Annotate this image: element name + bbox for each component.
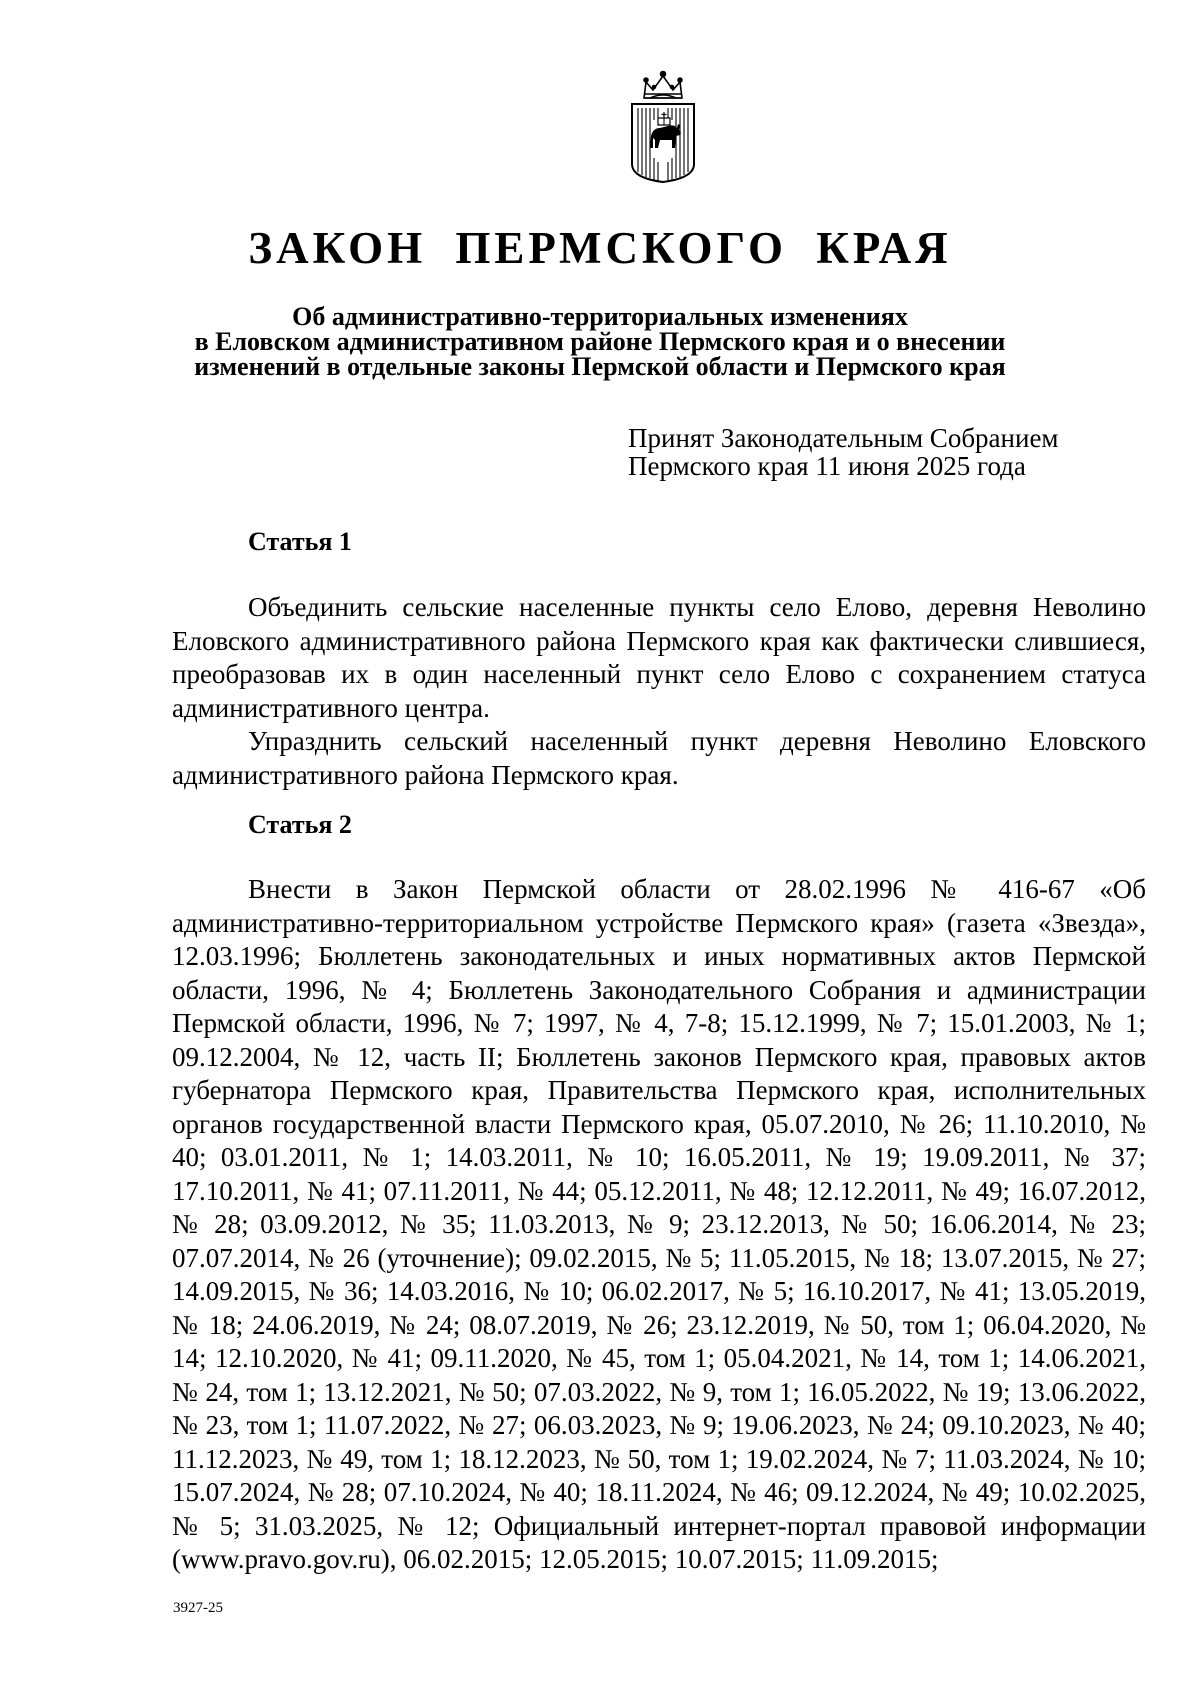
law-subtitle-line: изменений в отдельные законы Пермской области и Пермского края — [194, 352, 1006, 381]
law-subtitle-line: Об административно-территориальных изменениях — [292, 302, 908, 331]
law-subtitle-line: в Еловском административном районе Пермского края и о внесении — [194, 327, 1006, 356]
law-title: ЗАКОН ПЕРМСКОГО КРАЯ — [248, 223, 952, 273]
adoption-line: Пермского края 11 июня 2025 года — [628, 451, 1026, 481]
adoption-line: Принят Законодательным Собранием — [628, 423, 1059, 453]
article-2-paragraph: Внести в Закон Пермской области от 28.02.1996 № 416-67 «Об административно-территориальном устройстве Пермского края» (газета «Звезда», 12.03.1996; Бюллетень законодательных и иных нормативных актов Пермской области, 1996, № 4; Бюллетень Законодательного Собрания и администрации Пермской области, 1996, № 7; 1997, № 4, 7-8; 15.12.1999, № 7; 15.01.2003, № 1; 09.12.2004, № 12, часть II; Бюллетень законов Пермского края, правовых актов губернатора Пермского края, Правительства Пермского края, исполнительных органов государственной власти Пермского края, 05.07.2010, № 26; 11.10.2010, № 40; 03.01.2011, № 1; 14.03.2011, № 10; 16.05.2011, № 19; 19.09.2011, № 37; 17.10.2011, № 41; 07.11.2011, № 44; 05.12.2011, № 48; 12.12.2011, № 49; 16.07.2012, № 28; 03.09.2012, № 35; 11.03.2013, № 9; 23.12.2013, № 50; 16.06.2014, № 23; 07.07.2014, № 26 (уточнение); 09.02.2015, № 5; 11.05.2015, № 18; 13.07.2015, № 27; 14.09.2015, № 36; 14.03.2016, № 10; 06.02.2017, № 5; 16.10.2017, № 41; 13.05.2019, № 18; 24.06.2019, № 24; 08.07.2019, № 26; 23.12.2019, № 50, том 1; 06.04.2020, № 14; 12.10.2020, № 41; 09.11.2020, № 45, том 1; 05.04.2021, № 14, том 1; 14.06.2021, № 24, том 1; 13.12.2021, № 50; 07.03.2022, № 9, том 1; 16.05.2022, № 19; 13.06.2022, № 23, том 1; 11.07.2022, № 27; 06.03.2023, № 9; 19.06.2023, № 24; 09.10.2023, № 40; 11.12.2023, № 49, том 1; 18.12.2023, № 50, том 1; 19.02.2024, № 7; 11.03.2024, № 10; 15.07.2024, № 28; 07.10.2024, № 40; 18.11.2024, № 46; 09.12.2024, № 49; 10.02.2025, № 5; 31.03.2025, № 12; Официальный интернет-портал правовой информации (www.pravo.gov.ru), 06.02.2015; 12.05.2015; 10.07.2015; 11.09.2015; — [172, 874, 1146, 1574]
coat-of-arms-icon — [620, 68, 706, 184]
article-1-paragraph: Упразднить сельский населенный пункт деревня Неволино Еловского административного района Пермского края. — [172, 726, 1146, 790]
article-1-heading: Статья 1 — [248, 527, 352, 556]
document-registration-code: 3927-25 — [173, 1600, 223, 1616]
article-1-body — [172, 591, 1146, 792]
article-2-body — [172, 873, 1146, 1577]
adoption-note — [628, 424, 1059, 480]
article-1-paragraph: Объединить сельские населенные пункты село Елово, деревня Неволино Еловского административного района Пермского края как фактически слившиеся, преобразовав их в один населенный пункт село Елово с сохранением статуса административного центра. — [172, 592, 1146, 723]
law-subtitle — [190, 304, 1010, 379]
article-2-heading: Статья 2 — [248, 810, 352, 839]
